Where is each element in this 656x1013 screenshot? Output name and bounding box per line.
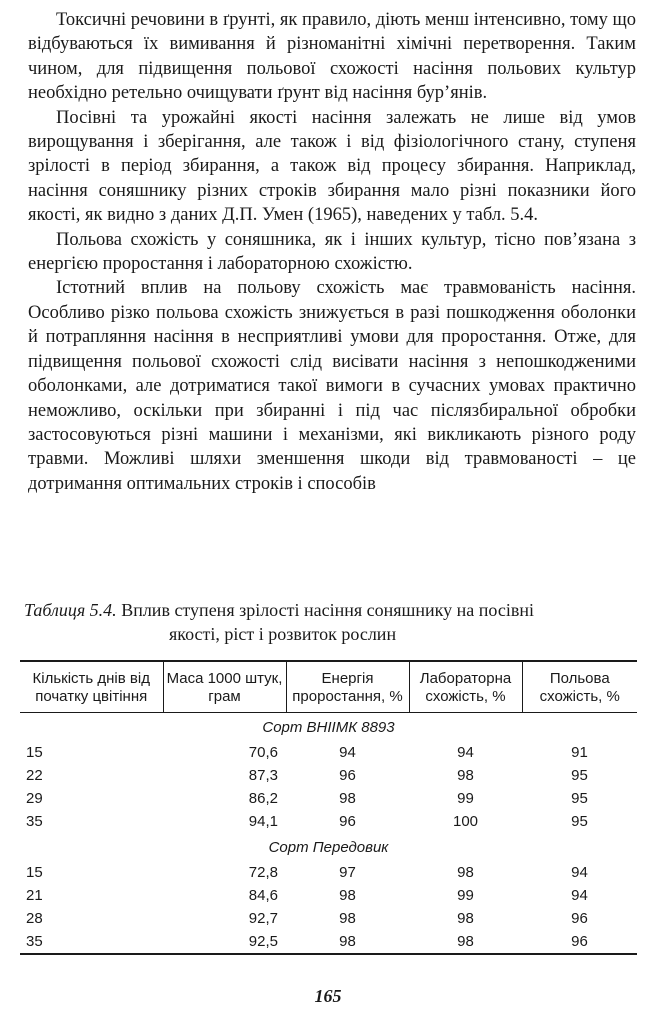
table-caption-line2: якості, ріст і розвиток рослин xyxy=(169,624,397,644)
cell-field: 94 xyxy=(571,887,588,904)
cell-field: 95 xyxy=(571,767,588,784)
table-row xyxy=(20,764,637,787)
cell-mass: 94,1 xyxy=(248,813,278,830)
cell-field: 96 xyxy=(522,930,637,954)
header-days: Кількість днів від початку цвітіння xyxy=(32,670,150,705)
table-row xyxy=(20,907,637,930)
header-field-germination: Польова схожість, % xyxy=(522,661,637,713)
cell-field: 95 xyxy=(571,790,588,807)
table-row xyxy=(20,861,637,884)
cell-lab: 99 xyxy=(457,790,474,807)
table-caption xyxy=(24,598,636,646)
table-row xyxy=(20,930,637,954)
paragraph: Істотний вплив на польову схожість має травмованість насіння. Особливо різко польова схожість знижується в разі пошкодження оболонки й потрапляння насіння в несприятливі умови для проростання. Отже, для підвищення польової схожості слід висівати насіння з непошкодженими оболонками, але дотриматися такої вимоги в сучасних умовах практично неможливо, оскільки при збиранні і під час післязбиральної обробки застосовуються різні машини і механізми, які викликають різного роду травми. Можливі шляхи зменшення шкоди від травмованості – це дотримання оптимальних строків і способів xyxy=(28,278,636,494)
table-body xyxy=(20,713,637,955)
cell-energy: 98 xyxy=(286,930,409,954)
group-row xyxy=(20,833,637,861)
header-mass: Маса 1000 штук, грам xyxy=(163,661,286,713)
cell-days: 28 xyxy=(26,910,43,927)
body-text xyxy=(28,8,636,496)
cell-mass: 86,2 xyxy=(248,790,278,807)
cell-mass: 70,6 xyxy=(248,744,278,761)
paragraph: Польова схожість у соняшника, як і інших культур, тісно пов’язана з енергією проростання і лабораторною схожістю. xyxy=(28,229,636,275)
cell-energy: 96 xyxy=(339,767,356,784)
group-row xyxy=(20,713,637,742)
cell-mass: 84,6 xyxy=(248,887,278,904)
cell-field: 94 xyxy=(571,864,588,881)
page-number: 165 xyxy=(314,986,342,1006)
cell-field: 95 xyxy=(571,813,588,830)
cell-energy: 98 xyxy=(339,910,356,927)
cell-lab: 98 xyxy=(457,767,474,784)
table-caption-label: Таблиця 5.4. xyxy=(24,600,117,620)
cell-mass: 87,3 xyxy=(248,767,278,784)
cell-energy: 94 xyxy=(339,744,356,761)
cell-energy: 98 xyxy=(339,887,356,904)
cell-days: 15 xyxy=(26,744,43,761)
cell-lab: 98 xyxy=(457,910,474,927)
cell-mass: 72,8 xyxy=(248,864,278,881)
cell-lab: 98 xyxy=(457,864,474,881)
paragraph: Токсичні речовини в ґрунті, як правило, діють менш інтенсивно, тому що відбуваються їх вимивання й різноманітні хімічні перетворення. Таким чином, для підвищення польової схожості насіння польових культур необхідно ретельно очищувати ґрунт від насіння бур’янів. xyxy=(28,10,636,104)
table-row xyxy=(20,810,637,833)
cell-field: 91 xyxy=(571,744,588,761)
paragraph: Посівні та урожайні якості насіння залежать не лише від умов вирощування і зберігання, але також і від фізіологічного стану, ступеня зрілості в період збирання, а також від процесу збирання. Наприклад, насіння соняшнику різних строків збирання мало різні показники його якості, як видно з даних Д.П. Умен (1965), наведених у табл. 5.4. xyxy=(28,107,636,226)
table-row xyxy=(20,787,637,810)
table-header xyxy=(20,661,637,713)
header-lab-germination: Лабораторна схожість, % xyxy=(409,661,522,713)
cell-energy: 96 xyxy=(339,813,356,830)
cell-days: 21 xyxy=(26,887,43,904)
cell-days: 15 xyxy=(26,864,43,881)
cell-mass: 92,7 xyxy=(248,910,278,927)
cell-mass: 92,5 xyxy=(163,930,286,954)
cell-lab: 98 xyxy=(409,930,522,954)
cell-days: 35 xyxy=(26,813,43,830)
data-table xyxy=(20,660,637,955)
cell-field: 96 xyxy=(571,910,588,927)
group-title: Сорт Передовик xyxy=(268,838,389,856)
table-row xyxy=(20,884,637,907)
header-energy: Енергія проростання, % xyxy=(286,661,409,713)
cell-days: 22 xyxy=(26,767,43,784)
cell-energy: 97 xyxy=(339,864,356,881)
cell-lab: 100 xyxy=(452,813,479,830)
cell-days: 35 xyxy=(20,930,163,954)
table-caption-line1: Вплив ступеня зрілості насіння соняшнику на посівні xyxy=(121,600,534,620)
cell-energy: 98 xyxy=(339,790,356,807)
cell-days: 29 xyxy=(26,790,43,807)
group-title: Сорт ВНІІМК 8893 xyxy=(262,718,395,736)
cell-lab: 99 xyxy=(457,887,474,904)
cell-lab: 94 xyxy=(457,744,474,761)
table-row xyxy=(20,741,637,764)
